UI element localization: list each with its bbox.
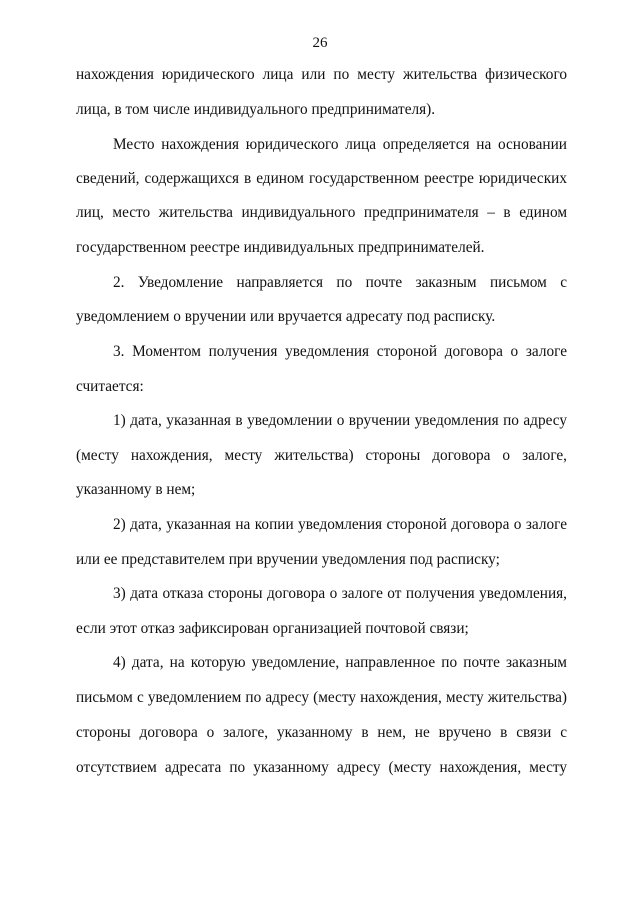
text-line: Место нахождения юридического лица определяется на основании (113, 136, 567, 153)
text-line: если этот отказ зафиксирован организацией почтовой связи; (76, 620, 469, 637)
text-line: государственном реестре индивидуальных предпринимателей. (76, 239, 485, 256)
text-line: или ее представителем при вручении уведомления под расписку; (76, 551, 500, 568)
text-line: сведений, содержащихся в едином государственном реестре юридических (76, 170, 567, 187)
text-line: нахождения юридического лица или по месту жительства физического (76, 66, 567, 83)
text-line: 1) дата, указанная в уведомлении о вручении уведомления по адресу (113, 412, 567, 429)
text-line: 3) дата отказа стороны договора о залоге от получения уведомления, (113, 585, 567, 602)
text-line: лица, в том числе индивидуального предпринимателя). (76, 101, 436, 118)
text-line: указанному в нем; (76, 481, 196, 498)
text-line: считается: (76, 378, 144, 395)
text-line: лиц, место жительства индивидуального предпринимателя – в едином (76, 204, 567, 221)
text-line: стороны договора о залоге, указанному в нем, не вручено в связи с (76, 724, 567, 741)
text-line: 2. Уведомление направляется по почте заказным письмом с (113, 274, 567, 291)
text-line: (месту нахождения, месту жительства) стороны договора о залоге, (76, 447, 567, 464)
page-number: 26 (312, 35, 328, 51)
text-line: уведомлением о вручении или вручается адресату под расписку. (76, 308, 496, 325)
text-line: 3. Моментом получения уведомления стороной договора о залоге (113, 343, 567, 360)
text-line: 4) дата, на которую уведомление, направленное по почте заказным (113, 654, 567, 671)
text-line: 2) дата, указанная на копии уведомления стороной договора о залоге (113, 516, 567, 533)
text-line: отсутствием адресата по указанному адресу (месту нахождения, месту (76, 759, 567, 776)
text-line: письмом с уведомлением по адресу (месту нахождения, месту жительства) (76, 689, 567, 706)
